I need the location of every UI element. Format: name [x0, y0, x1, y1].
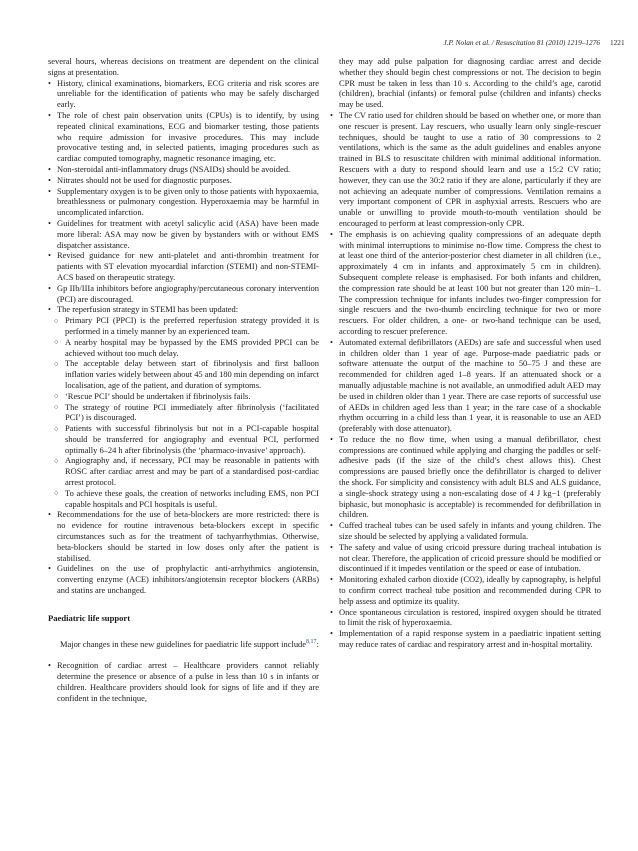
paediatric-bullet-list	[48, 660, 319, 703]
continuation-paragraph: they may add pulse palpation for diagnosing cardiac arrest and decide whether they should begin chest compressions or not. The decision to begin CPR must be taken in less than 10 s. According to the child’s age, carotid (children), brachial (infants) or femoral pulse (children and infants) checks may be used.	[339, 56, 601, 110]
list-item: • Monitoring exhaled carbon dioxide (CO2), ideally by capnography, is helpful to confirm correct tracheal tube position and recommended during CPR to help assess and optimize its quality.	[330, 574, 601, 606]
list-item: • Nitrates should not be used for diagnostic purposes.	[48, 174, 232, 185]
acs-bullet-list	[48, 78, 319, 316]
list-item: • Once spontaneous circulation is restored, inspired oxygen should be titrated to limit the risk of hyperoxaemia.	[330, 606, 601, 628]
continuation-paragraph: several hours, whereas decisions on treatment are dependent on the clinical signs at presentation.	[48, 56, 319, 77]
page-number: 1221	[610, 38, 625, 47]
list-item: • Non-steroidal anti-inflammatory drugs (NSAIDs) should be avoided.	[48, 163, 291, 174]
sub-list-item: ○ ‘Rescue PCI’ should be undertaken if fibrinolysis fails.	[54, 390, 251, 401]
list-item: • Supplementary oxygen is to be given only to those patients with hypoxaemia, breathlessness or pulmonary congestion. Hyperoxaemia may be harmful in uncomplicated infarction.	[48, 185, 319, 218]
left-column	[48, 56, 319, 704]
right-column	[330, 56, 601, 650]
sub-list-item: ○ The strategy of routine PCI immediately after fibrinolysis (‘facilitated PCI’) is discouraged.	[54, 401, 319, 423]
sub-list-item: ○ The acceptable delay between start of fibrinolysis and first balloon inflation varies widely between about 45 and 180 min depending on infarct localisation, age of the patient, and duration of symptoms.	[54, 358, 319, 390]
list-item: • The reperfusion strategy in STEMI has been updated:	[48, 304, 239, 315]
list-item: • Guidelines for treatment with acetyl salicylic acid (ASA) have been made more liberal: ASA may now be given by bystanders with or without EMS dispatcher assistance.	[48, 217, 319, 250]
reperfusion-sub-list	[48, 315, 319, 509]
sub-list-item: ○ To achieve these goals, the creation of networks including EMS, non PCI capable hospitals and PCI hospitals is useful.	[54, 487, 319, 509]
list-item: • Automated external defibrillators (AEDs) are safe and successful when used in children older than 1 year of age. Purpose-made paediatric pads or software attenuate the output of the machine to 50–75 J and these are recommended for children aged 1–8 years. If an attenuated shock or a manually adjustable machine is not available, an unmodified adult AED may be used in children older than 1 year. There are case reports of successful use of AEDs in children aged less than 1 year; in the rare case of a shockable rhythm occurring in a child less than 1 year, it is reasonable to use an AED (preferably with dose attenuator).	[330, 336, 601, 434]
section-heading: Paediatric life support	[48, 612, 131, 623]
beta-blocker-bullet-list	[48, 509, 319, 595]
citation-link[interactable]: 8,17	[306, 638, 317, 645]
list-item: • The safety and value of using cricoid pressure during tracheal intubation is not clear. Therefore, the application of cricoid pressure should be modified or discontinued if it impedes ventilation or the speed or ease of intubation.	[330, 541, 601, 574]
list-item: • The emphasis is on achieving quality compressions of an adequate depth with minimal interruptions to minimise no-flow time. Compress the chest to at least one third of the anterior-posterior chest diameter in all children (i.e., approximately 4 cm in infants and approximately 5 cm in children). Subsequent complete release is emphasised. For both infants and children, the compression rate should be at least 100 but not greater than 120 min−1. The compression technique for infants includes two-finger compression for single rescuers and the two-thumb encircling technique for two or more rescuers. For older children, a one- or two-hand technique can be used, according to rescuer preference.	[330, 228, 601, 336]
list-item: • History, clinical examinations, biomarkers, ECG criteria and risk scores are unreliable for the identification of patients who may be safely discharged early.	[48, 77, 319, 110]
list-item: • Recommendations for the use of beta-blockers are more restricted: there is no evidence for routine intravenous beta-blockers except in specific circumstances such as for the treatment of tachyarrhythmias. Otherwise, beta-blockers should be started in low doses only after the patient is stabilised.	[48, 509, 319, 563]
list-item: • To reduce the no flow time, when using a manual defibrillator, chest compressions are continued while applying and charging the paddles or self-adhesive pads (if the size of the child’s chest allows this). Chest compressions are paused briefly once the defibrillator is charged to deliver the shock. For simplicity and consistency with adult BLS and ALS guidance, a single-shock strategy using a non-escalating dose of 4 J kg−1 (preferably biphasic, but monophasic is acceptable) is recommended for defibrillation in children.	[330, 433, 601, 520]
list-item: • Guidelines on the use of prophylactic anti-arrhythmics angiotensin, converting enzyme (ACE) inhibitors/angiotensin receptor blockers (ARBs) and statins are unchanged.	[48, 563, 319, 596]
list-item: • Cuffed tracheal tubes can be used safely in infants and young children. The size should be selected by applying a validated formula.	[330, 520, 601, 542]
list-item: • Revised guidance for new anti-platelet and anti-thrombin treatment for patients with ST elevation myocardial infarction (STEMI) and non-STEMI-ACS based on therapeutic strategy.	[48, 250, 319, 282]
list-item: • Gp IIb/IIIa inhibitors before angiography/percutaneous coronary intervention (PCI) are discouraged.	[48, 282, 319, 304]
sub-list-item: ○ A nearby hospital may be bypassed by the EMS provided PPCI can be achieved without too much delay.	[54, 336, 319, 358]
sub-list-item: ○ Angiography and, if necessary, PCI may be reasonable in patients with ROSC after cardiac arrest and may be part of a standardised post-cardiac arrest protocol.	[54, 455, 319, 488]
sub-list-item: ○ Primary PCI (PPCI) is the preferred reperfusion strategy provided it is performed in a timely manner by an experienced team.	[54, 315, 319, 336]
list-item: • The role of chest pain observation units (CPUs) is to identify, by using repeated clinical examinations, ECG and biomarker testing, those patients who require admission for invasive procedures. This may include provocative testing and, in selected patients, imaging procedures such as cardiac computed tomography, magnetic resonance imaging, etc.	[48, 109, 319, 164]
sub-list-item: ○ Patients with successful fibrinolysis but not in a PCI-capable hospital should be transferred for angiography and eventual PCI, performed optimally 6–24 h after fibrinolysis (the ‘pharmaco-invasive’ approach).	[54, 423, 319, 455]
list-item: • The CV ratio used for children should be based on whether one, or more than one rescuer is present. Lay rescuers, who usually learn only single-rescuer techniques, should be taught to use a ratio of 30 compressions to 2 ventilations, which is the same as the adult guidelines and enables anyone trained in BLS to resuscitate children with minimal additional information. Rescuers with a duty to respond should learn and use a 15:2 CV ratio; however, they can use the 30:2 ratio if they are alone, particularly if they are not achieving an adequate number of compressions. Ventilation remains a very important component of CPR in asphyxial arrests. Rescuers who are unable or unwilling to provide mouth-to-mouth ventilation should be encouraged to perform at least compression-only CPR.	[330, 109, 601, 228]
list-item: • Implementation of a rapid response system in a paediatric inpatient setting may reduce rates of cardiac and respiratory arrest and in-hospital mortality.	[330, 628, 601, 650]
list-item: • Recognition of cardiac arrest – Healthcare providers cannot reliably determine the presence or absence of a pulse in less than 10 s in infants or children. Healthcare providers should look for signs of life and if they are confident in the technique,	[48, 660, 319, 703]
paediatric-bullet-list-continued	[330, 110, 601, 650]
running-head: J.P. Nolan et al. / Resuscitation 81 (2010) 1219–1276	[443, 38, 600, 47]
intro-paragraph: Major changes in these new guidelines for paediatric life support include$^{8,17}$:	[60, 638, 319, 649]
